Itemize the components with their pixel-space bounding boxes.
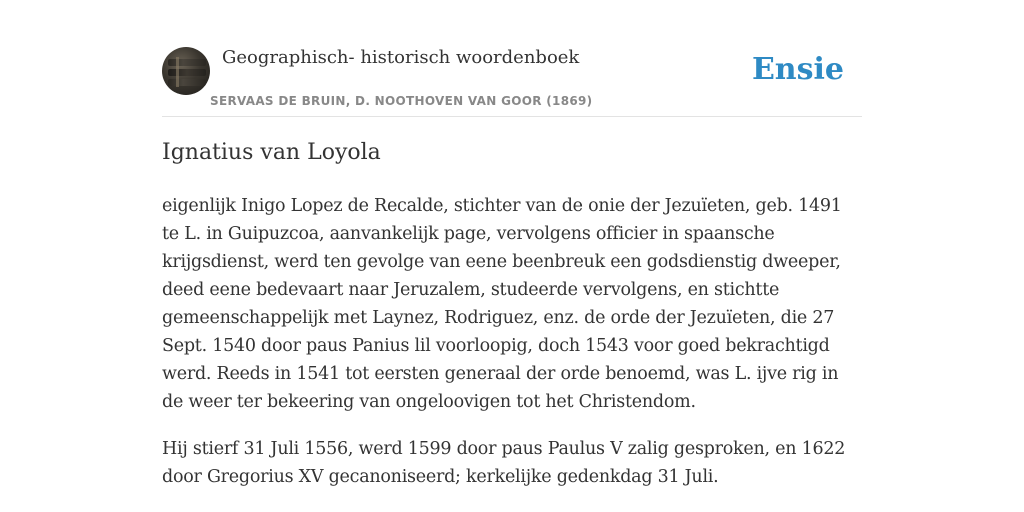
book-spine-graphic <box>168 59 206 66</box>
book-spine-graphic <box>168 69 206 76</box>
ensie-logo-link[interactable]: Ensie <box>751 52 844 87</box>
article-title: Ignatius van Loyola <box>162 140 381 165</box>
book-spine-graphic <box>168 79 206 86</box>
article-body <box>162 192 862 510</box>
book-edge-graphic <box>176 57 179 87</box>
book-title-link[interactable]: Geographisch- historisch woordenboek <box>222 47 580 68</box>
book-authors: SERVAAS DE BRUIN, D. NOOTHOVEN VAN GOOR (1869) <box>210 94 593 108</box>
source-header <box>162 44 862 117</box>
book-avatar[interactable] <box>162 47 210 95</box>
article-paragraph: Hij stierf 31 Juli 1556, werd 1599 door paus Paulus V zalig gesproken, en 1622 door Gregorius XV gecanoniseerd; kerkelijke gedenkdag 31 Juli. <box>162 439 846 487</box>
article-paragraph: eigenlijk Inigo Lopez de Recalde, stichter van de onie der Jezuïeten, geb. 1491 te L. in Guipuzcoa, aanvankelijk page, vervolgens officier in spaansche krijgsdienst, werd ten gevolge van eene beenbreuk een godsdienstig dweeper, deed eene bedevaart naar Jeruzalem, studeerde vervolgens, en stichtte gemeenschappelijk met Laynez, Rodriguez, enz. de orde der Jezuïeten, die 27 Sept. 1540 door paus Panius lil voorloopig, doch 1543 voor goed bekrachtigd werd. Reeds in 1541 tot eersten generaal der orde benoemd, was L. ijve rig in de weer ter bekeering van ongeloovigen tot het Christendom. <box>162 196 842 412</box>
